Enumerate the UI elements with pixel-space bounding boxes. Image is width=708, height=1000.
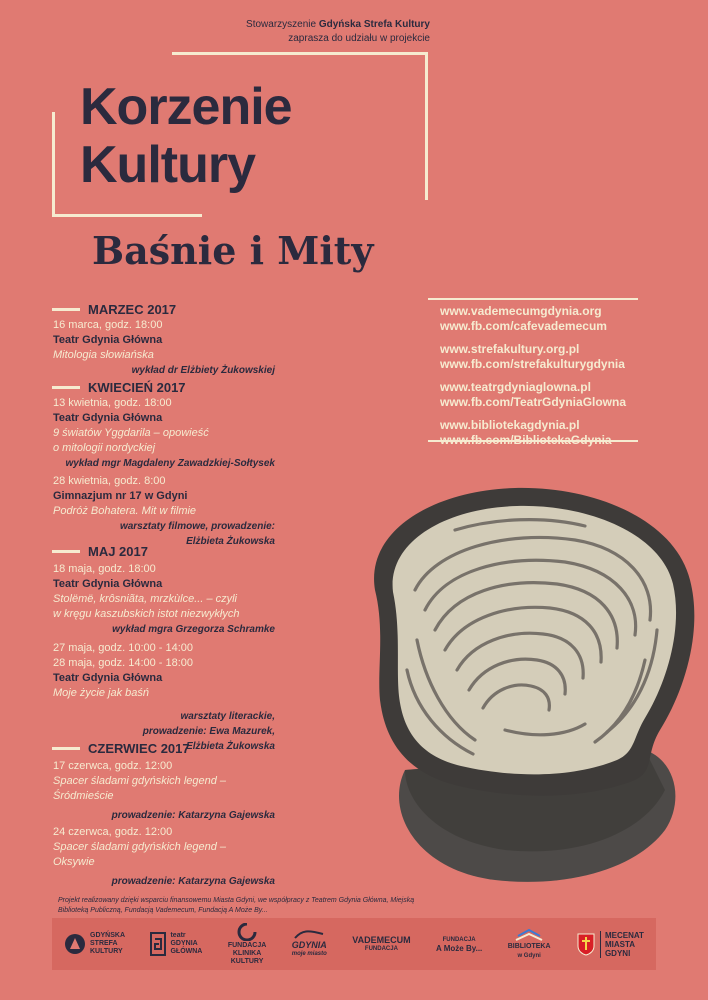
month-march (52, 302, 176, 317)
logo-text: A Może By... (436, 943, 483, 953)
event-june-24 (53, 825, 275, 889)
link[interactable]: www.teatrgdyniaglowna.pl (440, 380, 591, 394)
header-org: Gdyńska Strefa Kultury (318, 19, 430, 30)
link-group-teatr (440, 380, 626, 410)
month-label: CZERWIEC 2017 (88, 741, 190, 756)
link-group-biblioteka (440, 418, 626, 448)
event-topic-cont: Oksywie (53, 856, 95, 868)
city-crest-icon (576, 932, 596, 956)
logo-text: MECENAT (604, 930, 644, 940)
link[interactable]: www.fb.com/cafevademecum (440, 319, 607, 333)
klinika-logo-icon (237, 923, 257, 941)
month-dash (52, 747, 80, 750)
links-list (440, 304, 626, 456)
logo-text: GDYNIA (170, 940, 198, 947)
logo-text: GDYŃSKA (90, 932, 126, 939)
logo-text: KLINIKA (232, 949, 262, 957)
logo-biblioteka-gdynia[interactable] (508, 928, 551, 960)
logo-text: teatr (170, 932, 186, 939)
event-may-18 (53, 562, 275, 637)
month-dash (52, 386, 80, 389)
event-may-27-28 (53, 641, 275, 754)
event-credit: wykład dr Elżbiety Żukowskiej (131, 365, 275, 376)
logo-text: GDYNIA (291, 940, 327, 950)
event-april-13 (53, 396, 275, 471)
logo-text: BIBLIOTEKA (507, 943, 551, 950)
logo-text: KULTURY (230, 957, 264, 965)
event-topic: Mitologia słowiańska (53, 349, 154, 361)
event-credit-cont-2: Elżbieta Żukowska (186, 741, 275, 752)
logo-text: FUNDACJA (227, 941, 267, 949)
logo-gdynska-strefa-kultury[interactable] (64, 932, 125, 956)
event-date: 18 maja, godz. 18:00 (53, 563, 156, 575)
logo-text: w Gdyni (517, 953, 541, 959)
logo-fundacja-a-moze-by[interactable] (436, 936, 482, 953)
event-date: 17 czerwca, godz. 12:00 (53, 760, 173, 772)
logo-text: FUNDACJA (442, 936, 476, 943)
subtitle: Baśnie i Mity (92, 228, 374, 273)
logo-text: MIASTA (604, 939, 636, 949)
logo-text: VADEMECUM (352, 934, 411, 945)
event-credit: prowadzenie: Katarzyna Gajewska (111, 876, 275, 887)
logo-text: GŁÓWNA (170, 948, 203, 955)
event-place: Teatr Gdynia Główna (53, 412, 163, 424)
month-label: MARZEC 2017 (88, 302, 177, 317)
event-topic-cont: Śródmieście (53, 790, 114, 802)
month-june (52, 741, 190, 756)
sponsor-logo-bar (52, 918, 656, 970)
event-place: Teatr Gdynia Główna (53, 578, 163, 590)
event-date: 16 marca, godz. 18:00 (53, 319, 163, 331)
event-topic: Spacer śladami gdyńskich legend – (53, 841, 227, 853)
event-credit-cont: Elżbieta Żukowska (186, 536, 275, 547)
link-group-vademecum (440, 304, 626, 334)
teatr-logo-icon (150, 932, 166, 956)
links-bottom-rule (428, 440, 638, 442)
link[interactable]: www.bibliotekagdynia.pl (440, 418, 580, 432)
event-place: Teatr Gdynia Główna (53, 334, 163, 346)
event-credit-cont: prowadzenie: Ewa Mazurek, (142, 726, 275, 737)
gsk-logo-icon (64, 933, 86, 955)
event-date: 13 kwietnia, godz. 18:00 (53, 397, 172, 409)
month-may (52, 544, 148, 559)
link-group-strefa (440, 342, 626, 372)
header-prefix: Stowarzyszenie (246, 19, 317, 30)
frame-left (52, 112, 55, 216)
footer-note: Projekt realizowany dzięki wsparciu finansowemu Miasta Gdyni, we współpracy z Teatrem Gdynia Główna, Miejską Biblioteką Publiczną, Fundacją Vademecum, Fundacją A Może By... (58, 897, 415, 914)
event-topic: Moje życie jak baśń (53, 687, 149, 699)
logo-gdynia-moje-miasto[interactable] (292, 930, 327, 958)
book-icon (514, 928, 544, 942)
links-top-rule (428, 298, 638, 300)
logo-text: KULTURY (90, 948, 123, 955)
logo-text: GDYNI (604, 948, 631, 958)
event-april-28 (53, 474, 275, 549)
event-topic-cont: o mitologii nordyckiej (53, 442, 156, 454)
logo-text: STREFA (90, 940, 118, 947)
event-topic: Stolëmë, krôsniãta, mrzkùlce... – czyli (53, 593, 238, 605)
event-date-2: 28 maja, godz. 14:00 - 18:00 (53, 657, 194, 669)
event-place: Gimnazjum nr 17 w Gdyni (53, 490, 188, 502)
event-march-16 (53, 318, 275, 378)
event-credit: prowadzenie: Katarzyna Gajewska (111, 810, 275, 821)
link[interactable]: www.fb.com/strefakulturygdynia (440, 357, 625, 371)
event-place: Teatr Gdynia Główna (53, 672, 163, 684)
month-dash (52, 550, 80, 553)
event-topic-cont: w kręgu kaszubskich istot niezwykłych (53, 608, 240, 620)
logo-text: moje miasto (291, 951, 327, 957)
event-credit: wykład mgra Grzegorza Schramke (112, 624, 275, 635)
event-credit: warsztaty literackie, (180, 711, 275, 722)
logo-text: FUNDACJA (364, 945, 398, 952)
month-label: KWIECIEŃ 2017 (88, 380, 186, 395)
tree-stump-illustration (345, 470, 705, 890)
frame-bottom (52, 214, 202, 217)
link[interactable]: www.fb.com/TeatrGdyniaGlowna (440, 395, 627, 409)
month-dash (52, 308, 80, 311)
gdynia-wave-icon (294, 930, 324, 940)
link[interactable]: www.vademecumgdynia.org (440, 304, 602, 318)
event-credit: wykład mgr Magdaleny Zawadzkiej-Sołtysek (65, 458, 275, 469)
title-line-1: Korzenie (80, 78, 292, 136)
logo-teatr-gdynia-glowna[interactable] (150, 932, 202, 956)
header (210, 18, 430, 46)
frame-right (425, 52, 428, 200)
event-date: 24 czerwca, godz. 12:00 (53, 826, 173, 838)
event-date: 28 kwietnia, godz. 8:00 (53, 475, 166, 487)
event-topic: 9 światów Yggdarila – opowieść (53, 427, 209, 439)
event-june-17 (53, 759, 275, 823)
event-topic: Podróż Bohatera. Mit w filmie (53, 505, 197, 517)
event-credit: warsztaty filmowe, prowadzenie: (119, 521, 275, 532)
logo-mecenat-miasta-gdyni[interactable] (576, 931, 644, 958)
event-topic: Spacer śladami gdyńskich legend – (53, 775, 227, 787)
link[interactable]: www.strefakultury.org.pl (440, 342, 580, 356)
title-line-2: Kultury (80, 136, 255, 194)
month-april (52, 380, 186, 395)
logo-fundacja-vademecum[interactable] (352, 936, 410, 953)
frame-top (172, 52, 428, 55)
month-label: MAJ 2017 (88, 544, 148, 559)
header-invite: zaprasza do udziału w projekcie (288, 33, 430, 44)
logo-fundacja-klinika-kultury[interactable] (228, 923, 267, 966)
page-title (80, 78, 292, 194)
event-date: 27 maja, godz. 10:00 - 14:00 (53, 642, 194, 654)
